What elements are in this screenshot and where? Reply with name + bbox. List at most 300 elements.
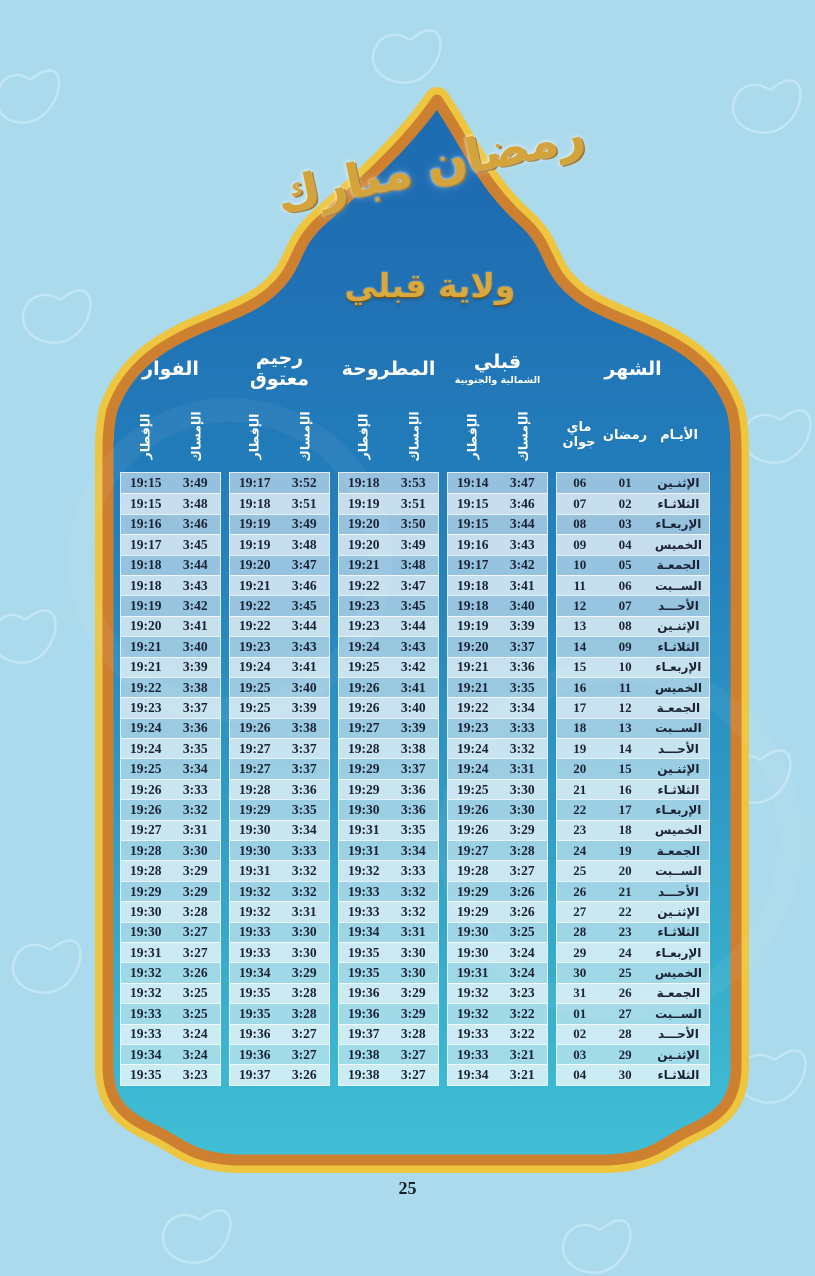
imsak-time: 3:31 [509, 761, 535, 777]
imsak-time: 3:38 [182, 679, 208, 695]
times-row [230, 697, 329, 717]
kebili-block [447, 338, 548, 1086]
iftar-column-header: الإفطار [355, 413, 371, 459]
times-row [230, 1044, 329, 1064]
imsak-time: 3:50 [400, 516, 426, 532]
civil-day: 03 [573, 1046, 587, 1062]
imsak-time: 3:31 [291, 903, 317, 919]
imsak-time: 3:36 [509, 659, 535, 675]
day-name: الجمعـة [656, 700, 701, 715]
times-row [230, 534, 329, 554]
page-number: 25 [398, 1178, 417, 1198]
iftar-time: 19:29 [348, 781, 380, 797]
ramadan-day: 13 [618, 720, 632, 736]
iftar-time: 19:28 [130, 863, 162, 879]
civil-day: 07 [573, 496, 587, 512]
imsak-time: 3:40 [182, 638, 208, 654]
times-row [230, 514, 329, 534]
civil-day: 06 [573, 475, 587, 491]
iftar-time: 19:23 [239, 638, 271, 654]
imsak-time: 3:39 [291, 699, 317, 715]
iftar-time: 19:27 [457, 842, 489, 858]
iftar-time: 19:15 [130, 496, 162, 512]
imsak-time: 3:32 [400, 883, 426, 899]
iftar-time: 19:38 [348, 1067, 380, 1083]
imsak-time: 3:25 [182, 985, 208, 1001]
calendar-row [557, 595, 709, 615]
calendar-row [557, 840, 709, 860]
times-row [230, 738, 329, 758]
iftar-time: 19:28 [130, 842, 162, 858]
imsak-time: 3:29 [291, 965, 317, 981]
imsak-time: 3:49 [291, 516, 317, 532]
iftar-time: 19:32 [130, 965, 162, 981]
imsak-time: 3:24 [509, 944, 535, 960]
iftar-time: 19:28 [239, 781, 271, 797]
times-row [339, 677, 438, 697]
imsak-time: 3:49 [400, 536, 426, 552]
wilaya-title: ولاية قبلي [344, 266, 516, 305]
calendar-row [557, 1003, 709, 1023]
iftar-time: 19:28 [348, 740, 380, 756]
iftar-time: 19:23 [348, 598, 380, 614]
ramadan-day: 07 [618, 598, 632, 614]
iftar-time: 19:25 [457, 781, 489, 797]
times-row [230, 799, 329, 819]
iftar-time: 19:15 [457, 496, 489, 512]
kebili-column-headers [447, 400, 548, 472]
times-row [448, 473, 547, 493]
times-row [230, 575, 329, 595]
times-row [230, 820, 329, 840]
times-row [448, 983, 547, 1003]
imsak-time: 3:45 [291, 598, 317, 614]
times-row [230, 555, 329, 575]
times-row [121, 473, 220, 493]
iftar-time: 19:30 [130, 903, 162, 919]
times-row [121, 1044, 220, 1064]
calendar-row [557, 473, 709, 493]
ramadan-day: 05 [618, 557, 632, 573]
iftar-time: 19:34 [130, 1046, 162, 1062]
imsak-time: 3:31 [182, 822, 208, 838]
faouar-column-headers [120, 400, 221, 472]
iftar-time: 19:26 [457, 822, 489, 838]
imsak-time: 3:37 [291, 761, 317, 777]
imsak-time: 3:26 [182, 965, 208, 981]
iftar-time: 19:29 [239, 801, 271, 817]
kebili-times-rows [447, 472, 548, 1086]
iftar-time: 19:25 [130, 761, 162, 777]
civil-day: 30 [573, 965, 587, 981]
iftar-time: 19:22 [239, 598, 271, 614]
iftar-time: 19:21 [348, 557, 380, 573]
times-row [448, 1044, 547, 1064]
calendar-row [557, 738, 709, 758]
iftar-time: 19:25 [239, 699, 271, 715]
times-row [339, 860, 438, 880]
ramadan-day: 23 [618, 924, 632, 940]
imsak-time: 3:30 [182, 842, 208, 858]
imsak-time: 3:53 [400, 475, 426, 491]
day-name: الأحـــد [657, 599, 699, 614]
times-row [230, 942, 329, 962]
imsak-time: 3:23 [182, 1067, 208, 1083]
imsak-time: 3:45 [400, 598, 426, 614]
iftar-time: 19:32 [239, 903, 271, 919]
imsak-time: 3:34 [509, 699, 535, 715]
imsak-time: 3:42 [509, 557, 535, 573]
civil-day: 17 [573, 699, 587, 715]
imsak-time: 3:35 [182, 740, 208, 756]
civil-day: 16 [573, 679, 587, 695]
iftar-time: 19:36 [348, 985, 380, 1001]
times-row [121, 738, 220, 758]
iftar-time: 19:22 [457, 699, 489, 715]
faouar-times-rows [120, 472, 221, 1086]
imsak-time: 3:29 [400, 985, 426, 1001]
imsak-time: 3:49 [182, 475, 208, 491]
iftar-time: 19:34 [239, 965, 271, 981]
iftar-time: 19:35 [348, 944, 380, 960]
times-row [121, 595, 220, 615]
day-name: الإربعـاء [655, 660, 702, 675]
imsak-time: 3:45 [182, 536, 208, 552]
imsak-time: 3:25 [509, 924, 535, 940]
civil-day: 22 [573, 801, 587, 817]
day-name: الثلاثـاء [657, 925, 700, 940]
civil-day: 01 [573, 1005, 587, 1021]
iftar-time: 19:24 [130, 720, 162, 736]
ramadan-day: 04 [618, 536, 632, 552]
day-name: الإثنـين [657, 1047, 700, 1062]
calendar-row [557, 534, 709, 554]
imsak-time: 3:33 [182, 781, 208, 797]
times-row [121, 718, 220, 738]
imsak-time: 3:44 [509, 516, 535, 532]
ramadan-day: 11 [618, 679, 632, 695]
ramadan-day: 18 [618, 822, 632, 838]
times-row [448, 820, 547, 840]
day-name: الأحـــد [657, 1027, 699, 1042]
times-row [339, 575, 438, 595]
civil-day: 18 [573, 720, 587, 736]
times-row [230, 595, 329, 615]
civil-day: 20 [573, 761, 587, 777]
faouar-block [120, 338, 221, 1086]
iftar-column-header: الإفطار [137, 413, 153, 459]
times-row [230, 1003, 329, 1023]
imsak-time: 3:30 [400, 944, 426, 960]
imsak-time: 3:24 [182, 1046, 208, 1062]
times-row [448, 493, 547, 513]
day-name: الإثنـين [657, 762, 700, 777]
iftar-time: 19:27 [130, 822, 162, 838]
times-row [448, 758, 547, 778]
imsak-time: 3:40 [509, 598, 535, 614]
times-row [121, 983, 220, 1003]
imsak-time: 3:27 [291, 1046, 317, 1062]
civil-day: 10 [573, 557, 587, 573]
imsak-time: 3:26 [509, 883, 535, 899]
times-row [448, 657, 547, 677]
imsak-time: 3:37 [509, 638, 535, 654]
rjim-column-headers [229, 400, 330, 472]
matrouha-column-headers [338, 400, 439, 472]
times-row [448, 922, 547, 942]
times-row [339, 779, 438, 799]
imsak-time: 3:32 [291, 883, 317, 899]
imsak-time: 3:25 [182, 1005, 208, 1021]
iftar-time: 19:31 [348, 822, 380, 838]
iftar-time: 19:30 [457, 924, 489, 940]
times-row [339, 1064, 438, 1084]
imsak-time: 3:48 [400, 557, 426, 573]
iftar-time: 19:33 [348, 883, 380, 899]
day-name: الأحـــد [657, 884, 699, 899]
imsak-time: 3:37 [291, 740, 317, 756]
times-row [339, 758, 438, 778]
ramadan-day: 01 [618, 475, 632, 491]
imsak-column-header: الإمساك [297, 410, 313, 462]
iftar-time: 19:32 [457, 1005, 489, 1021]
iftar-time: 19:28 [457, 863, 489, 879]
imsak-time: 3:34 [400, 842, 426, 858]
iftar-time: 19:30 [130, 924, 162, 940]
calendar-row [557, 881, 709, 901]
imsak-time: 3:30 [509, 781, 535, 797]
day-name: الثلاثـاء [657, 1068, 700, 1083]
ramadan-day: 26 [618, 985, 632, 1001]
imsak-time: 3:33 [509, 720, 535, 736]
times-row [339, 1024, 438, 1044]
day-name: الخميس [654, 537, 702, 552]
iftar-time: 19:16 [130, 516, 162, 532]
imsak-time: 3:36 [400, 801, 426, 817]
times-row [339, 534, 438, 554]
civil-day: 21 [573, 781, 587, 797]
day-name: الإثنـين [657, 619, 700, 634]
iftar-time: 19:23 [348, 618, 380, 634]
imsak-time: 3:46 [291, 577, 317, 593]
calendar-row [557, 758, 709, 778]
kebili-subtitle: الشمالية والجنوبية [454, 374, 541, 386]
imsak-time: 3:26 [509, 903, 535, 919]
times-row [121, 575, 220, 595]
ramadan-day: 16 [618, 781, 632, 797]
times-row [230, 860, 329, 880]
iftar-time: 19:33 [457, 1046, 489, 1062]
matrouha-title: المطروحة [341, 357, 436, 380]
imsak-time: 3:35 [400, 822, 426, 838]
imsak-time: 3:41 [509, 577, 535, 593]
imsak-time: 3:29 [400, 1005, 426, 1021]
imsak-time: 3:41 [182, 618, 208, 634]
calendar-row [557, 1044, 709, 1064]
iftar-time: 19:18 [130, 557, 162, 573]
day-name: الجمعـة [656, 558, 701, 573]
days-column-header: الأيـام [660, 427, 698, 443]
ramadan-day: 29 [618, 1046, 632, 1062]
civil-day: 12 [573, 598, 587, 614]
ramadan-day: 25 [618, 965, 632, 981]
times-row [121, 758, 220, 778]
times-row [448, 534, 547, 554]
calendar-row [557, 697, 709, 717]
imsak-time: 3:27 [291, 1026, 317, 1042]
times-row [448, 1024, 547, 1044]
times-row [339, 636, 438, 656]
ramadan-day: 20 [618, 863, 632, 879]
imsak-time: 3:28 [291, 985, 317, 1001]
civil-day: 28 [573, 924, 587, 940]
imsak-time: 3:30 [291, 944, 317, 960]
imsak-time: 3:41 [400, 679, 426, 695]
times-row [121, 636, 220, 656]
calendar-row [557, 636, 709, 656]
imsak-time: 3:34 [182, 761, 208, 777]
imsak-time: 3:36 [182, 720, 208, 736]
prayer-timetable [120, 338, 710, 1086]
iftar-time: 19:26 [239, 720, 271, 736]
iftar-time: 19:21 [130, 638, 162, 654]
imsak-time: 3:32 [400, 903, 426, 919]
iftar-time: 19:20 [239, 557, 271, 573]
civil-day: 25 [573, 863, 587, 879]
calendar-row [557, 493, 709, 513]
calendar-row [557, 820, 709, 840]
iftar-time: 19:34 [457, 1067, 489, 1083]
times-row [448, 697, 547, 717]
times-row [230, 840, 329, 860]
ramadan-day: 28 [618, 1026, 632, 1042]
civil-day: 15 [573, 659, 587, 675]
imsak-column-header: الإمساك [515, 410, 531, 462]
day-name: الإربعـاء [655, 517, 702, 532]
iftar-time: 19:37 [348, 1026, 380, 1042]
times-row [339, 738, 438, 758]
times-row [448, 718, 547, 738]
iftar-time: 19:31 [130, 944, 162, 960]
iftar-time: 19:18 [457, 577, 489, 593]
ramadan-day: 21 [618, 883, 632, 899]
imsak-time: 3:29 [182, 883, 208, 899]
calendar-row [557, 677, 709, 697]
iftar-time: 19:24 [348, 638, 380, 654]
imsak-time: 3:47 [291, 557, 317, 573]
iftar-time: 19:30 [457, 944, 489, 960]
times-row [121, 901, 220, 921]
imsak-time: 3:52 [291, 475, 317, 491]
times-row [230, 1024, 329, 1044]
imsak-column-header: الإمساك [188, 410, 204, 462]
times-row [121, 962, 220, 982]
times-row [448, 881, 547, 901]
ramadan-day: 30 [618, 1067, 632, 1083]
civil-day: 29 [573, 944, 587, 960]
civil-day: 27 [573, 903, 587, 919]
iftar-time: 19:19 [348, 496, 380, 512]
times-row [339, 962, 438, 982]
day-name: الســبت [655, 578, 702, 593]
times-row [230, 779, 329, 799]
times-row [230, 677, 329, 697]
imsak-time: 3:28 [182, 903, 208, 919]
iftar-time: 19:38 [348, 1046, 380, 1062]
iftar-time: 19:35 [239, 985, 271, 1001]
ramadan-day: 22 [618, 903, 632, 919]
day-name: الجمعـة [656, 986, 701, 1001]
calendar-row [557, 779, 709, 799]
imsak-time: 3:51 [291, 496, 317, 512]
rjim-times-rows [229, 472, 330, 1086]
times-row [121, 820, 220, 840]
iftar-time: 19:32 [457, 985, 489, 1001]
ramadan-column-header: رمضان [602, 427, 648, 443]
times-row [448, 901, 547, 921]
times-row [339, 922, 438, 942]
imsak-time: 3:44 [291, 618, 317, 634]
day-name: الخميس [654, 823, 702, 838]
imsak-time: 3:27 [182, 944, 208, 960]
iftar-time: 19:35 [130, 1067, 162, 1083]
iftar-time: 19:26 [348, 699, 380, 715]
times-row [339, 493, 438, 513]
imsak-time: 3:48 [182, 496, 208, 512]
ramadan-day: 15 [618, 761, 632, 777]
times-row [448, 555, 547, 575]
iftar-time: 19:22 [239, 618, 271, 634]
calendar-row [557, 1064, 709, 1084]
calendar-row [557, 922, 709, 942]
iftar-column-header: الإفطار [246, 413, 262, 459]
times-row [230, 983, 329, 1003]
iftar-time: 19:17 [130, 536, 162, 552]
imsak-time: 3:23 [509, 985, 535, 1001]
imsak-time: 3:24 [182, 1026, 208, 1042]
iftar-column-header: الإفطار [464, 413, 480, 459]
imsak-time: 3:51 [400, 496, 426, 512]
iftar-time: 19:18 [348, 475, 380, 491]
times-row [121, 534, 220, 554]
imsak-time: 3:24 [509, 965, 535, 981]
times-row [339, 555, 438, 575]
times-row [121, 677, 220, 697]
times-row [339, 1044, 438, 1064]
times-row [448, 595, 547, 615]
imsak-time: 3:27 [182, 924, 208, 940]
civil-day: 13 [573, 618, 587, 634]
times-row [121, 881, 220, 901]
iftar-time: 19:31 [348, 842, 380, 858]
iftar-time: 19:20 [348, 516, 380, 532]
imsak-time: 3:29 [182, 863, 208, 879]
iftar-time: 19:25 [348, 659, 380, 675]
iftar-time: 19:19 [239, 536, 271, 552]
times-row [230, 922, 329, 942]
iftar-time: 19:27 [239, 761, 271, 777]
times-row [448, 860, 547, 880]
times-row [339, 799, 438, 819]
iftar-time: 19:24 [130, 740, 162, 756]
iftar-time: 19:21 [130, 659, 162, 675]
iftar-time: 19:32 [239, 883, 271, 899]
civil-day: 11 [573, 577, 586, 593]
month-title-text: الشهر [604, 357, 662, 380]
day-name: الخميس [654, 966, 702, 981]
times-row [121, 616, 220, 636]
day-name: الإثنـين [657, 476, 700, 491]
